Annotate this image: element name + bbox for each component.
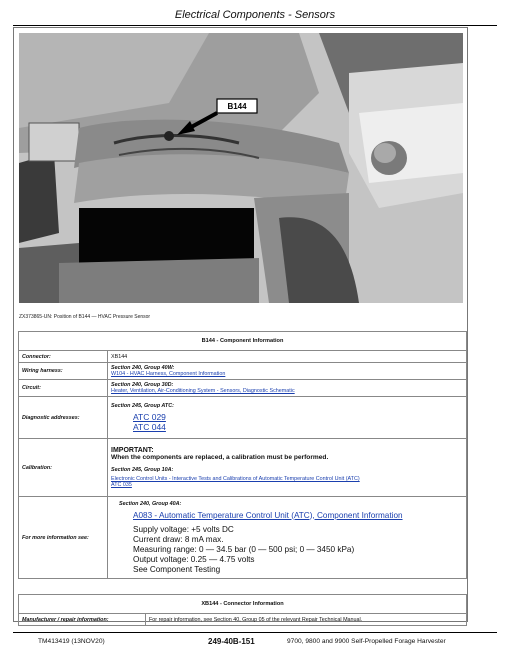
component-photo bbox=[19, 33, 463, 303]
page-header bbox=[0, 0, 510, 22]
circuit-section: Section 240, Group 30D: bbox=[111, 382, 174, 388]
model-list: 9700, 9800 and 9900 Self-Propelled Forage Harvester bbox=[287, 638, 446, 645]
page-title: Electrical Components - Sensors bbox=[174, 9, 336, 21]
circuit-label: Circuit: bbox=[19, 380, 108, 397]
diagnostic-section: Section 245, Group ATC: bbox=[111, 403, 174, 409]
more-info-section: Section 240, Group 40A: bbox=[119, 500, 182, 507]
more-info-link[interactable]: A083 - Automatic Temperature Control Unit (ATC), Component Information bbox=[133, 510, 403, 520]
diagnostic-link-atc029[interactable]: ATC 029 bbox=[133, 412, 166, 422]
figure-caption: ZX373865-UN: Position of B144 — HVAC Pressure Sensor bbox=[19, 314, 151, 320]
calibration-label: Calibration: bbox=[19, 439, 108, 497]
footer-rule bbox=[13, 632, 497, 633]
more-info-label: For more information see: bbox=[19, 497, 108, 579]
circuit-link[interactable]: Heater, Ventilation, Air-Conditioning System - Sensors, Diagnostic Schematic bbox=[111, 388, 295, 394]
component-table-title: B144 - Component Information bbox=[19, 332, 467, 351]
connector-info-table bbox=[18, 594, 467, 626]
diagnostic-label: Diagnostic addresses: bbox=[19, 397, 108, 439]
spec-see-testing: See Component Testing bbox=[133, 564, 221, 574]
wiring-link[interactable]: W104 - HVAC Harness, Component Information bbox=[111, 371, 226, 377]
important-heading: IMPORTANT: bbox=[111, 447, 154, 454]
spec-measuring-range: Measuring range: 0 — 34.5 bar (0 — 500 psi; 0 — 3450 kPa) bbox=[133, 544, 355, 554]
photo-illustration bbox=[19, 33, 463, 303]
wiring-label: Wiring harness: bbox=[19, 363, 108, 380]
manufacturer-value: For repair information, see Section 40, Group 05 of the relevant Repair Technical Manual. bbox=[146, 614, 467, 626]
connector-label: Connector: bbox=[19, 351, 108, 363]
doc-id: TM413419 (13NOV20) bbox=[38, 638, 105, 645]
spec-current-draw: Current draw: 8 mA max. bbox=[133, 534, 224, 544]
header-rule bbox=[13, 25, 497, 26]
connector-table-title: XB144 - Connector Information bbox=[19, 595, 467, 614]
important-text: When the components are replaced, a calibration must be performed. bbox=[111, 454, 329, 461]
calibration-link-atc035[interactable]: ATC 035 bbox=[111, 482, 132, 488]
spec-supply-voltage: Supply voltage: +5 volts DC bbox=[133, 524, 234, 534]
spec-output-voltage: Output voltage: 0.25 — 4.75 volts bbox=[133, 554, 255, 564]
page-number: 249-40B-151 bbox=[208, 637, 255, 646]
calibration-section: Section 245, Group 10A: bbox=[111, 467, 174, 473]
manufacturer-label: Manufacturer / repair information: bbox=[19, 614, 146, 626]
connector-value: XB144 bbox=[108, 351, 467, 363]
diagnostic-link-atc044[interactable]: ATC 044 bbox=[133, 422, 166, 432]
wiring-section: Section 240, Group 40W: bbox=[111, 365, 175, 371]
calibration-link[interactable]: Electronic Control Units - Interactive Tests and Calibrations of Automatic Temperature Control Unit (ATC) bbox=[111, 476, 360, 482]
component-info-table bbox=[18, 331, 467, 579]
callout-label: B144 bbox=[227, 102, 247, 111]
